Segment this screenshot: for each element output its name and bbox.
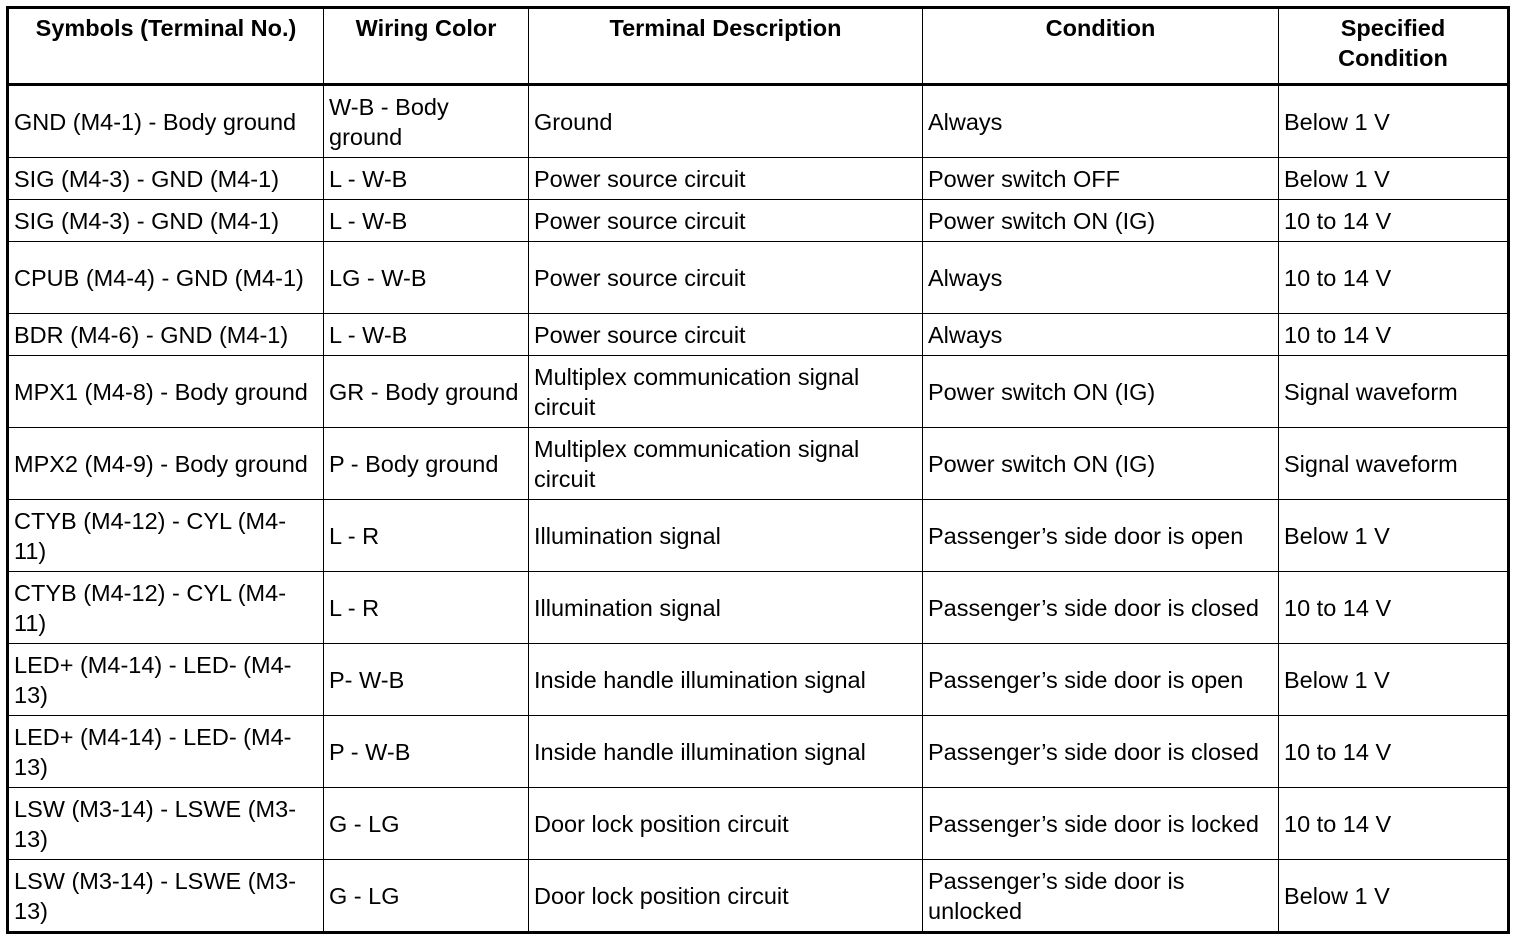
- cell-specified-condition: 10 to 14 V: [1279, 314, 1509, 356]
- cell-condition: Passenger’s side door is closed: [923, 572, 1279, 644]
- table-row: [8, 356, 1509, 428]
- cell-symbols: LED+ (M4-14) - LED- (M4-13): [8, 716, 324, 788]
- cell-symbols: SIG (M4-3) - GND (M4-1): [8, 200, 324, 242]
- table-row: [8, 314, 1509, 356]
- cell-terminal-description: Power source circuit: [529, 242, 923, 314]
- table-row: [8, 242, 1509, 314]
- cell-terminal-description: Illumination signal: [529, 500, 923, 572]
- cell-specified-condition: 10 to 14 V: [1279, 788, 1509, 860]
- table-row: [8, 644, 1509, 716]
- cell-terminal-description: Door lock position circuit: [529, 860, 923, 933]
- cell-condition: Passenger’s side door is closed: [923, 716, 1279, 788]
- cell-wiring-color: G - LG: [324, 788, 529, 860]
- cell-condition: Power switch OFF: [923, 158, 1279, 200]
- cell-condition: Passenger’s side door is unlocked: [923, 860, 1279, 933]
- cell-specified-condition: Below 1 V: [1279, 860, 1509, 933]
- cell-specified-condition: 10 to 14 V: [1279, 572, 1509, 644]
- cell-wiring-color: L - W-B: [324, 200, 529, 242]
- table-body: [8, 85, 1509, 933]
- table-row: [8, 85, 1509, 158]
- header-wiring-color: Wiring Color: [324, 8, 529, 85]
- cell-terminal-description: Illumination signal: [529, 572, 923, 644]
- cell-wiring-color: L - W-B: [324, 158, 529, 200]
- table-row: [8, 428, 1509, 500]
- cell-wiring-color: P - Body ground: [324, 428, 529, 500]
- cell-specified-condition: Below 1 V: [1279, 500, 1509, 572]
- cell-specified-condition: Below 1 V: [1279, 85, 1509, 158]
- table-row: [8, 572, 1509, 644]
- cell-symbols: CTYB (M4-12) - CYL (M4-11): [8, 572, 324, 644]
- cell-wiring-color: LG - W-B: [324, 242, 529, 314]
- cell-terminal-description: Power source circuit: [529, 158, 923, 200]
- cell-wiring-color: G - LG: [324, 860, 529, 933]
- cell-specified-condition: Below 1 V: [1279, 644, 1509, 716]
- cell-wiring-color: L - R: [324, 500, 529, 572]
- cell-terminal-description: Door lock position circuit: [529, 788, 923, 860]
- cell-symbols: MPX1 (M4-8) - Body ground: [8, 356, 324, 428]
- table-row: [8, 500, 1509, 572]
- cell-terminal-description: Multiplex communication signal circuit: [529, 356, 923, 428]
- cell-specified-condition: 10 to 14 V: [1279, 200, 1509, 242]
- table-row: [8, 860, 1509, 933]
- table-row: [8, 788, 1509, 860]
- cell-condition: Always: [923, 314, 1279, 356]
- cell-specified-condition: 10 to 14 V: [1279, 716, 1509, 788]
- cell-terminal-description: Multiplex communication signal circuit: [529, 428, 923, 500]
- cell-condition: Passenger’s side door is open: [923, 500, 1279, 572]
- cell-symbols: MPX2 (M4-9) - Body ground: [8, 428, 324, 500]
- cell-specified-condition: Below 1 V: [1279, 158, 1509, 200]
- table-row: [8, 716, 1509, 788]
- cell-condition: Always: [923, 242, 1279, 314]
- header-terminal-description: Terminal Description: [529, 8, 923, 85]
- cell-terminal-description: Inside handle illumination signal: [529, 644, 923, 716]
- cell-symbols: LSW (M3-14) - LSWE (M3-13): [8, 860, 324, 933]
- table-header-row: [8, 8, 1509, 85]
- header-specified-condition: Specified Condition: [1279, 8, 1509, 85]
- cell-condition: Passenger’s side door is open: [923, 644, 1279, 716]
- cell-symbols: LSW (M3-14) - LSWE (M3-13): [8, 788, 324, 860]
- cell-condition: Power switch ON (IG): [923, 200, 1279, 242]
- cell-symbols: CPUB (M4-4) - GND (M4-1): [8, 242, 324, 314]
- cell-specified-condition: Signal waveform: [1279, 428, 1509, 500]
- cell-terminal-description: Ground: [529, 85, 923, 158]
- cell-condition: Power switch ON (IG): [923, 428, 1279, 500]
- header-condition: Condition: [923, 8, 1279, 85]
- cell-symbols: CTYB (M4-12) - CYL (M4-11): [8, 500, 324, 572]
- cell-symbols: GND (M4-1) - Body ground: [8, 85, 324, 158]
- cell-terminal-description: Power source circuit: [529, 200, 923, 242]
- table-row: [8, 200, 1509, 242]
- cell-symbols: SIG (M4-3) - GND (M4-1): [8, 158, 324, 200]
- terminal-spec-table: [6, 6, 1510, 934]
- cell-specified-condition: 10 to 14 V: [1279, 242, 1509, 314]
- cell-symbols: LED+ (M4-14) - LED- (M4-13): [8, 644, 324, 716]
- cell-condition: Always: [923, 85, 1279, 158]
- cell-terminal-description: Inside handle illumination signal: [529, 716, 923, 788]
- cell-specified-condition: Signal waveform: [1279, 356, 1509, 428]
- table-row: [8, 158, 1509, 200]
- header-symbols: Symbols (Terminal No.): [8, 8, 324, 85]
- cell-wiring-color: P - W-B: [324, 716, 529, 788]
- cell-wiring-color: W-B - Body ground: [324, 85, 529, 158]
- cell-wiring-color: P- W-B: [324, 644, 529, 716]
- cell-wiring-color: GR - Body ground: [324, 356, 529, 428]
- cell-wiring-color: L - W-B: [324, 314, 529, 356]
- cell-condition: Power switch ON (IG): [923, 356, 1279, 428]
- cell-terminal-description: Power source circuit: [529, 314, 923, 356]
- cell-condition: Passenger’s side door is locked: [923, 788, 1279, 860]
- cell-wiring-color: L - R: [324, 572, 529, 644]
- cell-symbols: BDR (M4-6) - GND (M4-1): [8, 314, 324, 356]
